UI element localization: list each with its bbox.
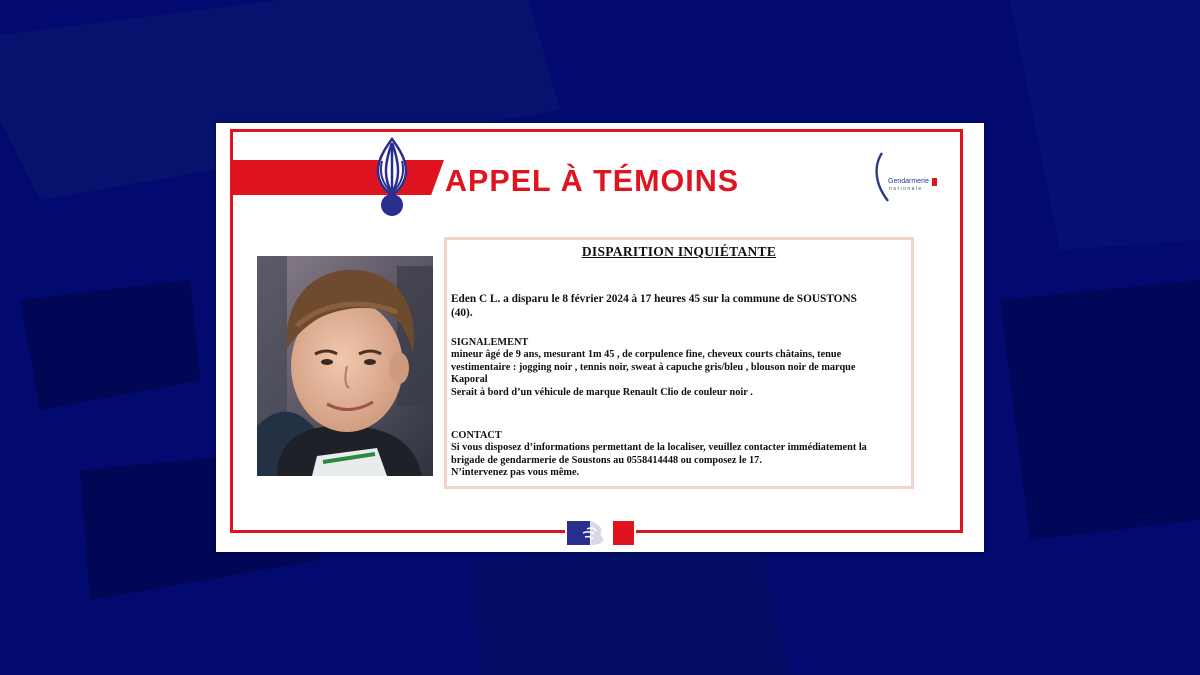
poster-title: APPEL À TÉMOINS xyxy=(445,164,740,198)
gendarmerie-grenade-emblem-icon xyxy=(370,137,414,217)
notice-box xyxy=(444,237,914,489)
contact-line: brigade de gendarmerie de Soustons au 0558414448 ou composez le 17. xyxy=(451,454,762,466)
description-line: mineur âgé de 9 ans, mesurant 1m 45 , de corpulence fine, cheveux courts châtains, tenue xyxy=(451,349,842,361)
footer-rule-left xyxy=(233,530,565,533)
description-line: Kaporal xyxy=(451,374,488,386)
gendarmerie-logo-subtitle: nationale xyxy=(889,186,923,192)
gendarmerie-logo-icon xyxy=(872,149,942,205)
contact-line: N’intervenez pas vous même. xyxy=(451,467,580,479)
notice-heading: DISPARITION INQUIÉTANTE xyxy=(581,244,777,259)
intro-line: (40). xyxy=(451,307,473,319)
contact-section xyxy=(451,430,909,480)
footer-rule-right xyxy=(636,530,960,533)
contact-label: CONTACT xyxy=(451,430,502,441)
photo-illustration xyxy=(257,256,433,476)
witness-appeal-poster xyxy=(216,123,984,552)
description-section xyxy=(451,337,909,399)
republique-francaise-marianne-icon xyxy=(565,519,636,547)
contact-line: Si vous disposez d’informations permettant de la localiser, veuillez contacter immédiatement la xyxy=(451,442,867,454)
description-line: Serait à bord d’un véhicule de marque Renault Clio de couleur noir . xyxy=(451,386,753,398)
gendarmerie-logo-name: Gendarmerie xyxy=(888,178,929,185)
gendarmerie-logo xyxy=(872,149,942,205)
intro-paragraph xyxy=(451,292,909,320)
missing-child-photo xyxy=(257,256,433,476)
description-label: SIGNALEMENT xyxy=(451,337,529,348)
description-line: vestimentaire : jogging noir , tennis noir, sweat à capuche gris/bleu , blouson noir de marque xyxy=(451,361,856,373)
intro-line: Eden C L. a disparu le 8 février 2024 à 17 heures 45 sur la commune de SOUSTONS xyxy=(451,293,857,305)
